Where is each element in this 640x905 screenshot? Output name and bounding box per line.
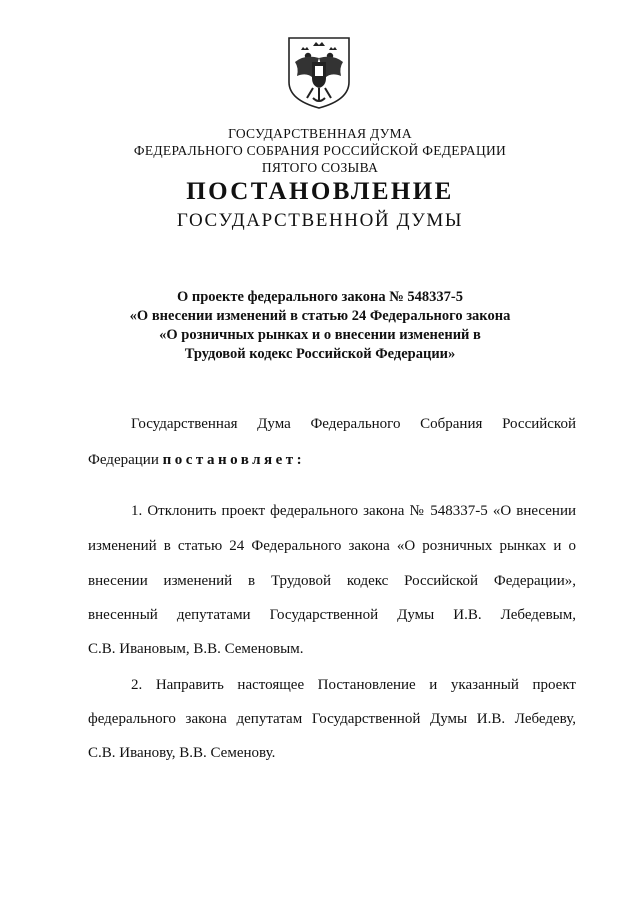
issuer-header [0,125,640,176]
header-line-2: ФЕДЕРАЛЬНОГО СОБРАНИЯ РОССИЙСКОЙ ФЕДЕРАЦИИ [133,143,507,158]
paragraph-1-line-3: внесении изменений в Трудовой кодекс Российской Федерации», [88,573,576,589]
intro-line-1: Государственная Дума Федерального Собрания Российской [131,416,576,432]
paragraph-2-line-1: 2. Направить настоящее Постановление и указанный проект [131,677,576,693]
paragraph-2-line-2: федерального закона депутатам Государственной Думы И.В. Лебедеву, [88,711,576,727]
coat-of-arms-emblem [283,32,355,112]
paragraph-1-line-2: изменений в статью 24 Федерального закона «О розничных рынках и о [88,538,576,554]
paragraph-1-line-5: С.В. Ивановым, В.В. Семеновым. [88,641,304,657]
paragraph-1-line-1: 1. Отклонить проект федерального закона № 548337-5 «О внесении [131,503,576,519]
paragraph-2-line-3: С.В. Иванову, В.В. Семенову. [88,745,276,761]
document-subtitle: ГОСУДАРСТВЕННОЙ ДУМЫ [176,210,464,231]
subject-line-1: О проекте федерального закона № 548337-5 [176,289,464,305]
intro-line-2 [88,452,576,469]
intro-federation-word: Федерации [88,452,159,468]
subject-line-3: «О розничных рынках и о внесении изменений в [159,327,481,343]
header-line-1: ГОСУДАРСТВЕННАЯ ДУМА [228,126,412,141]
paragraph-1-line-4: внесенный депутатами Государственной Думы И.В. Лебедевым, [88,607,576,623]
subject-line-4: Трудовой кодекс Российской Федерации» [184,346,456,362]
resolves-word: постановляет: [162,452,306,468]
document-subject [0,288,640,364]
header-line-3: ПЯТОГО СОЗЫВА [261,160,379,175]
subject-line-2: «О внесении изменений в статью 24 Федерального закона [129,308,511,324]
document-title: ПОСТАНОВЛЕНИЕ [186,178,454,205]
